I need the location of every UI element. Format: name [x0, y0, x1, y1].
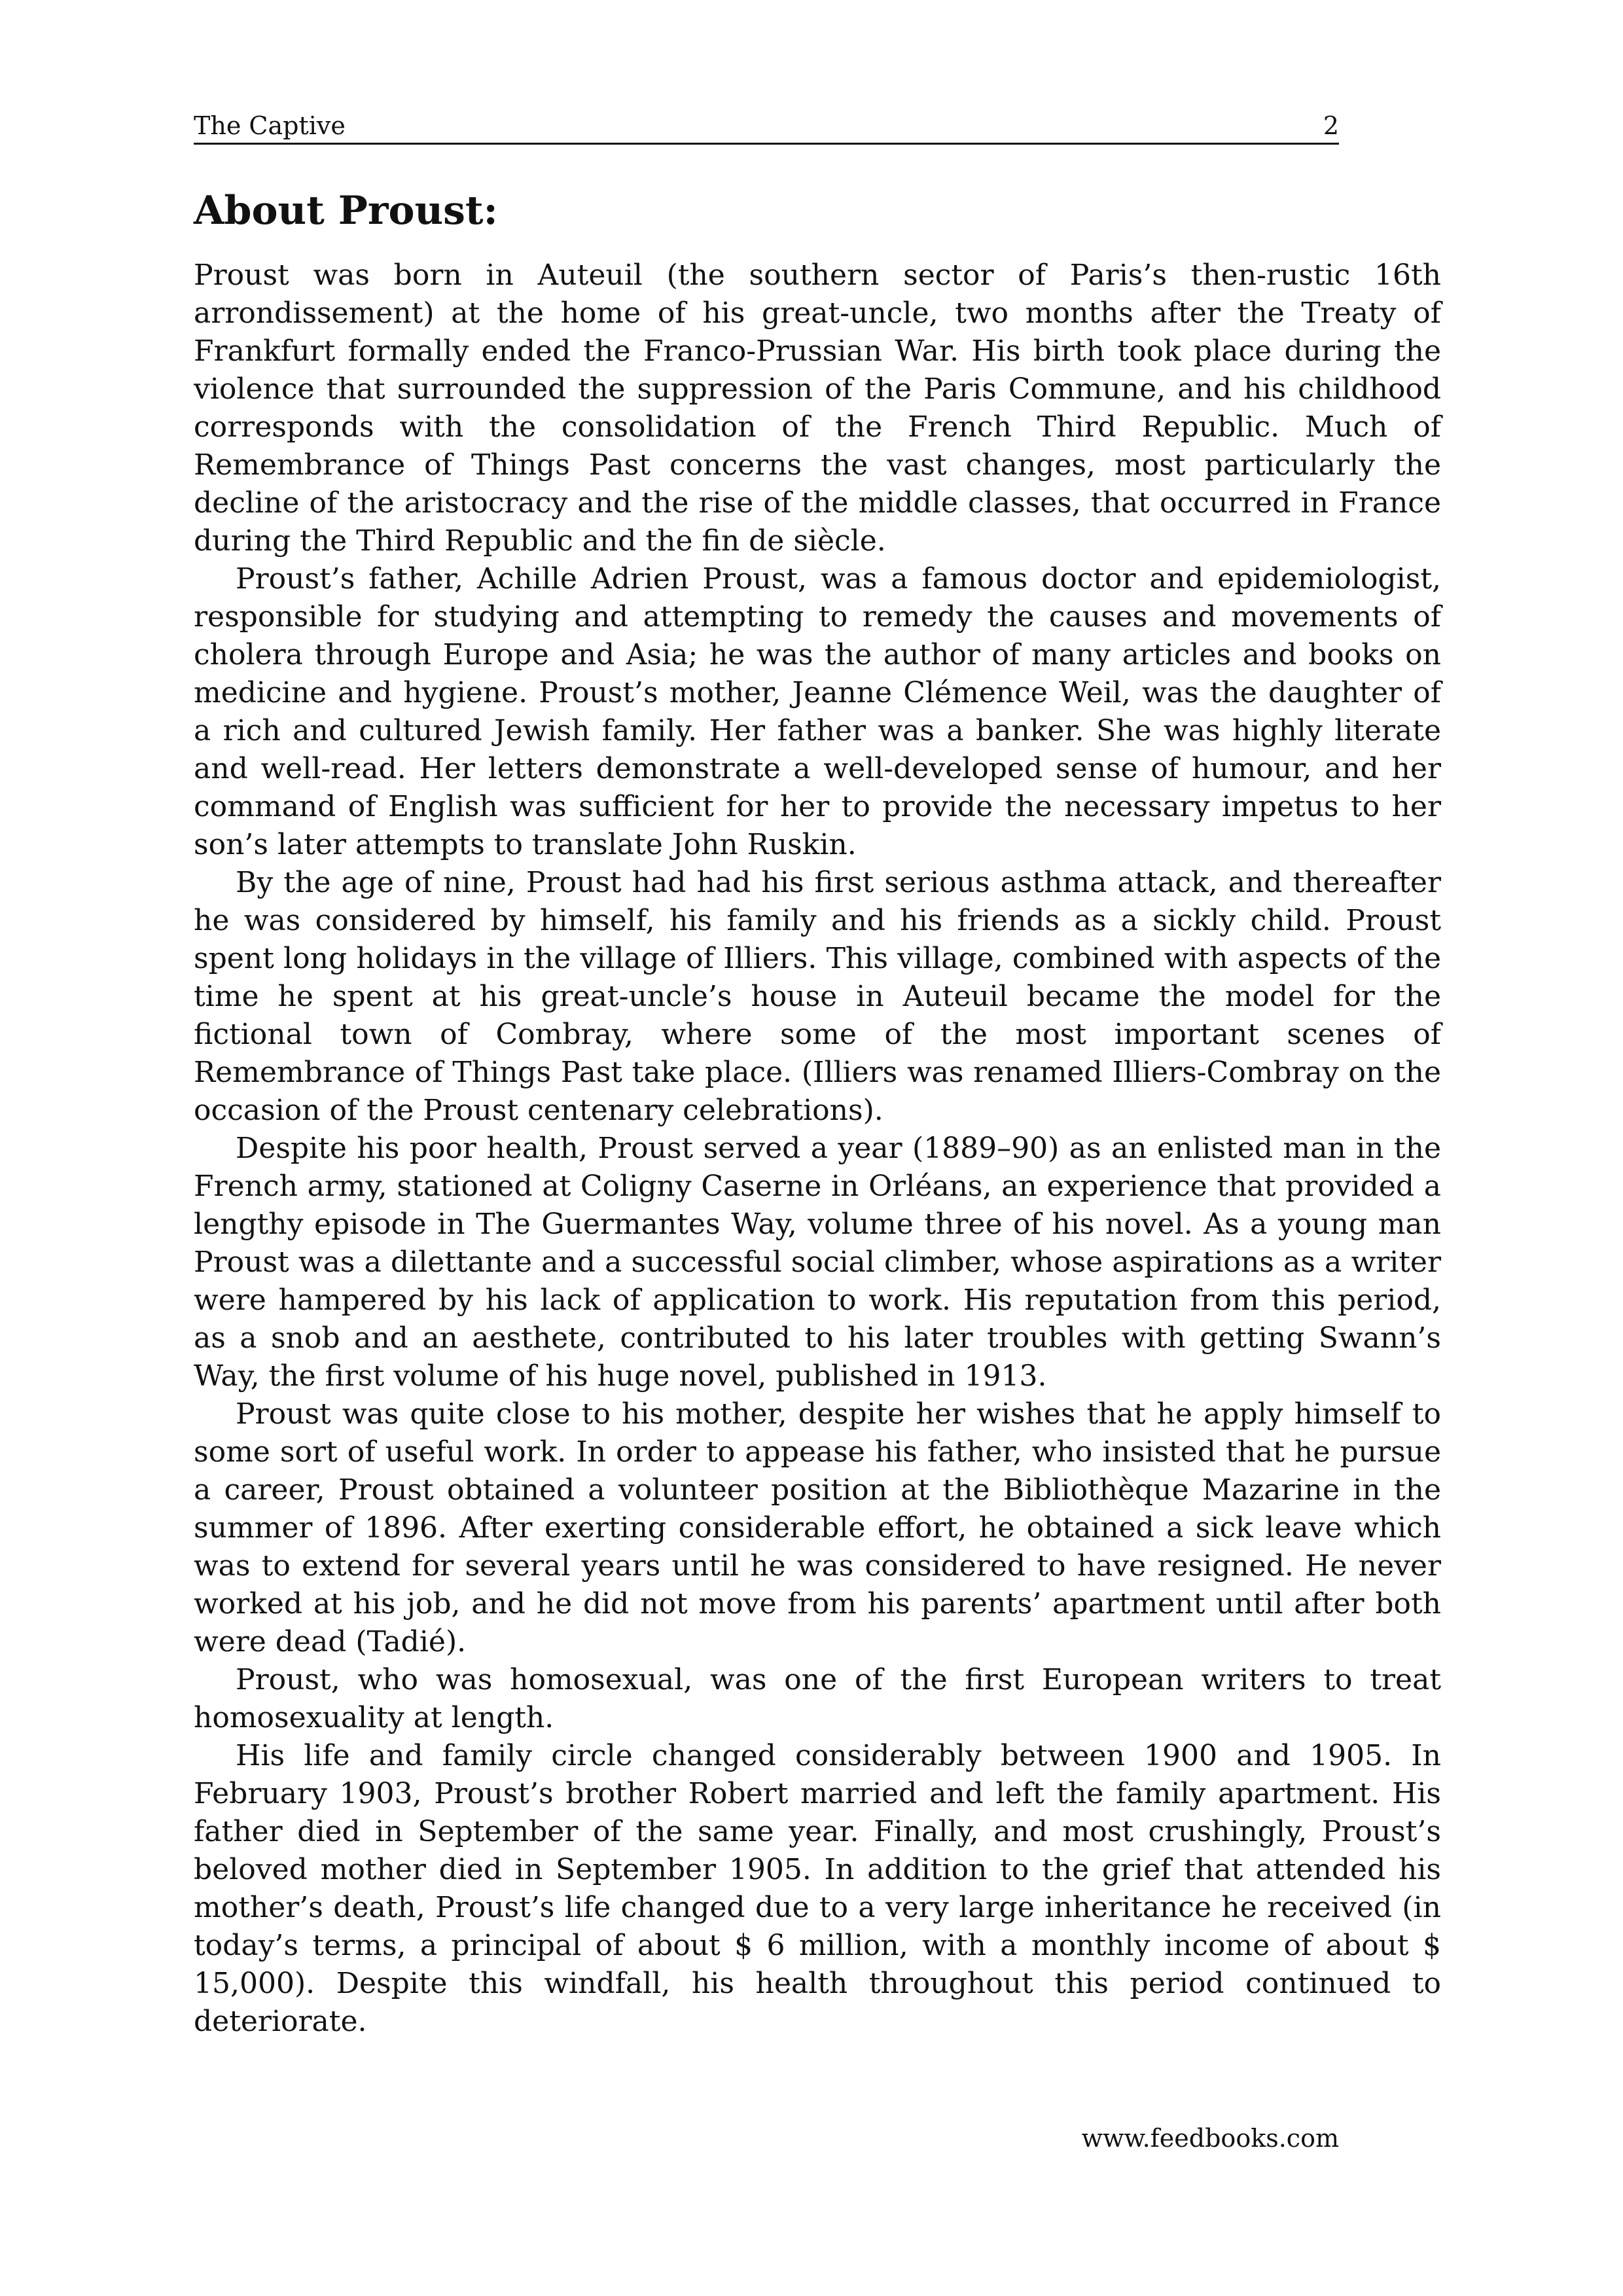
section-heading: About Proust:	[194, 188, 498, 234]
paragraph: Despite his poor health, Proust served a year (1889–90) as an enlisted man in the French army, stationed at Coligny Caserne in Orléans, an experience that provided a lengthy episode in The Guermantes Way, volume three of his novel. As a young man Proust was a dilettante and a successful social climber, whose aspirations as a writer were hampered by his lack of application to work. His reputation from this period, as a snob and an aesthete, contributed to his later troubles with getting Swann’s Way, the first volume of his huge novel, published in 1913.	[194, 1132, 1441, 1393]
paragraph: By the age of nine, Proust had had his first serious asthma attack, and thereafter he was considered by himself, his family and his friends as a sickly child. Proust spent long holidays in the village of Illiers. This village, combined with aspects of the time he spent at his great-uncle’s house in Auteuil became the model for the fictional town of Combray, where some of the most important scenes of Remembrance of Things Past take place. (Illiers was renamed Illiers-Combray on the occasion of the Proust centenary celebrations).	[194, 866, 1441, 1127]
book-title: The Captive	[194, 111, 346, 140]
paragraph: Proust’s father, Achille Adrien Proust, was a famous doctor and epidemiologist, responsible for studying and attempting to remedy the causes and movements of cholera through Europe and Asia; he was the author of many articles and books on medicine and hygiene. Proust’s mother, Jeanne Clémence Weil, was the daughter of a rich and cultured Jewish family. Her father was a banker. She was highly literate and well-read. Her letters demonstrate a well-developed sense of humour, and her command of English was sufficient for her to provide the necessary impetus to her son’s later attempts to translate John Ruskin.	[194, 562, 1441, 861]
page-number: 2	[1323, 111, 1339, 140]
paragraph: Proust was quite close to his mother, despite her wishes that he apply himself to some sort of useful work. In order to appease his father, who insisted that he pursue a career, Proust obtained a volunteer position at the Bibliothèque Mazarine in the summer of 1896. After exerting considerable effort, he obtained a sick leave which was to extend for several years until he was considered to have resigned. He never worked at his job, and he did not move from his parents’ apartment until after both were dead (Tadié).	[194, 1397, 1441, 1659]
body-text	[194, 257, 1441, 2041]
running-header	[194, 109, 1339, 145]
paragraph: His life and family circle changed considerably between 1900 and 1905. In February 1903, Proust’s brother Robert married and left the family apartment. His father died in September of the same year. Finally, and most crushingly, Proust’s beloved mother died in September 1905. In addition to the grief that attended his mother’s death, Proust’s life changed due to a very large inheritance he received (in today’s terms, a principal of about $ 6 million, with a monthly income of about $ 15,000). Despite this windfall, his health throughout this period continued to deteriorate.	[194, 1739, 1441, 2038]
footer-website-link[interactable]: www.feedbooks.com	[1081, 2124, 1339, 2153]
paragraph: Proust, who was homosexual, was one of the first European writers to treat homosexuality at length.	[194, 1663, 1441, 1734]
paragraph: Proust was born in Auteuil (the southern sector of Paris’s then-rustic 16th arrondissement) at the home of his great-uncle, two months after the Treaty of Frankfurt formally ended the Franco-Prussian War. His birth took place during the violence that surrounded the suppression of the Paris Commune, and his childhood corresponds with the consolidation of the French Third Republic. Much of Remembrance of Things Past concerns the vast changes, most particularly the decline of the aristocracy and the rise of the middle classes, that occurred in France during the Third Republic and the fin de siècle.	[194, 259, 1441, 558]
